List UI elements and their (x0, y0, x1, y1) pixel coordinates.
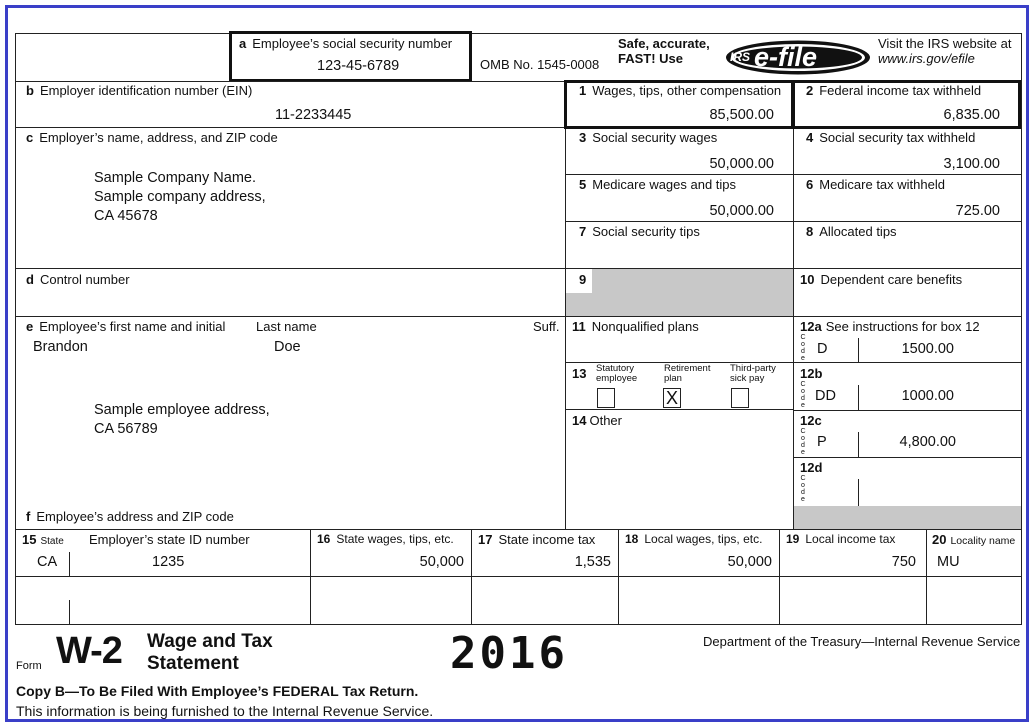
box-12d-label: 12d (800, 460, 823, 475)
box-14-label: 14 Other (572, 413, 622, 428)
box-17-label: 17 State income tax (478, 532, 596, 547)
box-18-label: 18 Local wages, tips, etc. (625, 532, 763, 546)
box-20-label: 20 Locality name (932, 532, 1016, 547)
retirement-label: Retirement plan (664, 363, 711, 384)
box-2-label: 2 Federal income tax withheld (806, 83, 982, 98)
box-9-shade (566, 269, 793, 316)
state-value: CA (37, 554, 58, 570)
form-word: Form (16, 660, 42, 672)
box-a-label: a Employee’s social security number (239, 36, 453, 51)
efile-logo: IRS e-file (724, 39, 872, 76)
employer-name: Sample Company Name. (94, 170, 256, 186)
box-10-label: 10 Dependent care benefits (800, 272, 963, 287)
statutory-checkbox[interactable] (597, 388, 615, 408)
box-3-label: 3 Social security wages (579, 130, 718, 145)
box-6-label: 6 Medicare tax withheld (806, 177, 945, 192)
box-1-label: 1 Wages, tips, other compensation (579, 83, 782, 98)
box-12-shade (794, 506, 1021, 529)
box-16-value: 50,000 (419, 554, 464, 570)
tax-year: 2016 (450, 628, 568, 679)
form-name: W-2 (56, 630, 122, 672)
employer-zip: CA 45678 (94, 208, 158, 224)
box-4-label: 4 Social security tax withheld (806, 130, 976, 145)
box-9-label: 9 (579, 272, 587, 287)
box-19-value: 750 (891, 554, 916, 570)
visit-line2: www.irs.gov/efile (878, 51, 975, 66)
box-12b-code: DD (815, 388, 836, 404)
code-word-12b: C o d e (800, 381, 806, 409)
box-12a-code: D (817, 341, 828, 357)
employee-address: Sample employee address, (94, 402, 270, 418)
thirdparty-checkbox[interactable] (731, 388, 749, 408)
box-c-label: c Employer’s name, address, and ZIP code (26, 130, 278, 145)
box-f-label: f Employee’s address and ZIP code (26, 509, 234, 524)
employee-last-name: Doe (274, 339, 301, 355)
box-b-label: b Employer identification number (EIN) (26, 83, 253, 98)
department: Department of the Treasury—Internal Revenue Service (703, 634, 1021, 649)
visit-line1: Visit the IRS website at (878, 36, 1012, 51)
last-name-label: Last name (256, 319, 317, 334)
code-word-12d: C o d e (800, 475, 806, 503)
ssn-value: 123-45-6789 (317, 58, 400, 74)
state-id-value: 1235 (152, 554, 185, 570)
box-16-label: 16 State wages, tips, etc. (317, 532, 454, 546)
box-17-value: 1,535 (574, 554, 611, 570)
safe-line1: Safe, accurate, (618, 36, 710, 51)
box-4-value: 3,100.00 (943, 156, 1000, 172)
ein-value: 11-2233445 (275, 107, 352, 123)
state-id-label: Employer’s state ID number (89, 532, 250, 547)
box-8-label: 8 Allocated tips (806, 224, 897, 239)
box-d-label: d Control number (26, 272, 130, 287)
box-18-value: 50,000 (727, 554, 772, 570)
box-19-label: 19 Local income tax (786, 532, 896, 546)
suffix-label: Suff. (533, 319, 560, 334)
statutory-label: Statutory employee (596, 363, 638, 384)
copy-b: Copy B—To Be Filed With Employee’s FEDERAL Tax Return. (16, 683, 419, 699)
box-1-value: 85,500.00 (709, 107, 774, 123)
employer-address: Sample company address, (94, 189, 266, 205)
box-5-value: 50,000.00 (709, 203, 774, 219)
safe-line2: FAST! Use (618, 51, 684, 66)
box-5-label: 5 Medicare wages and tips (579, 177, 737, 192)
box-6-value: 725.00 (955, 203, 1000, 219)
box-12a-label: 12a See instructions for box 12 (800, 319, 980, 334)
employee-zip: CA 56789 (94, 421, 158, 437)
title-line1: Wage and Tax (147, 631, 273, 652)
box-12a-value: 1500.00 (901, 341, 954, 357)
thirdparty-label: Third-party sick pay (730, 363, 776, 384)
box-11-label: 11 Nonqualified plans (572, 319, 699, 334)
box-7-label: 7 Social security tips (579, 224, 700, 239)
box-3-value: 50,000.00 (709, 156, 774, 172)
box-12c-label: 12c (800, 413, 822, 428)
box-20-value: MU (937, 554, 960, 570)
code-word-12a: C o d e (800, 334, 806, 362)
box-e-label: e Employee’s first name and initial (26, 319, 226, 334)
furnished-note: This information is being furnished to the Internal Revenue Service. (16, 703, 434, 719)
employee-first-name: Brandon (33, 339, 88, 355)
box-12c-value: 4,800.00 (899, 434, 956, 450)
box-2-value: 6,835.00 (943, 107, 1000, 123)
box-13-label: 13 (572, 366, 587, 381)
title-line2: Statement (147, 653, 239, 674)
omb-number: OMB No. 1545-0008 (480, 57, 600, 72)
code-word-12c: C o d e (800, 428, 806, 456)
box-12b-value: 1000.00 (901, 388, 954, 404)
box-15-label: 15 State (22, 532, 64, 547)
retirement-checkbox[interactable]: X (663, 388, 681, 408)
box-12b-label: 12b (800, 366, 823, 381)
box-12c-code: P (817, 434, 827, 450)
